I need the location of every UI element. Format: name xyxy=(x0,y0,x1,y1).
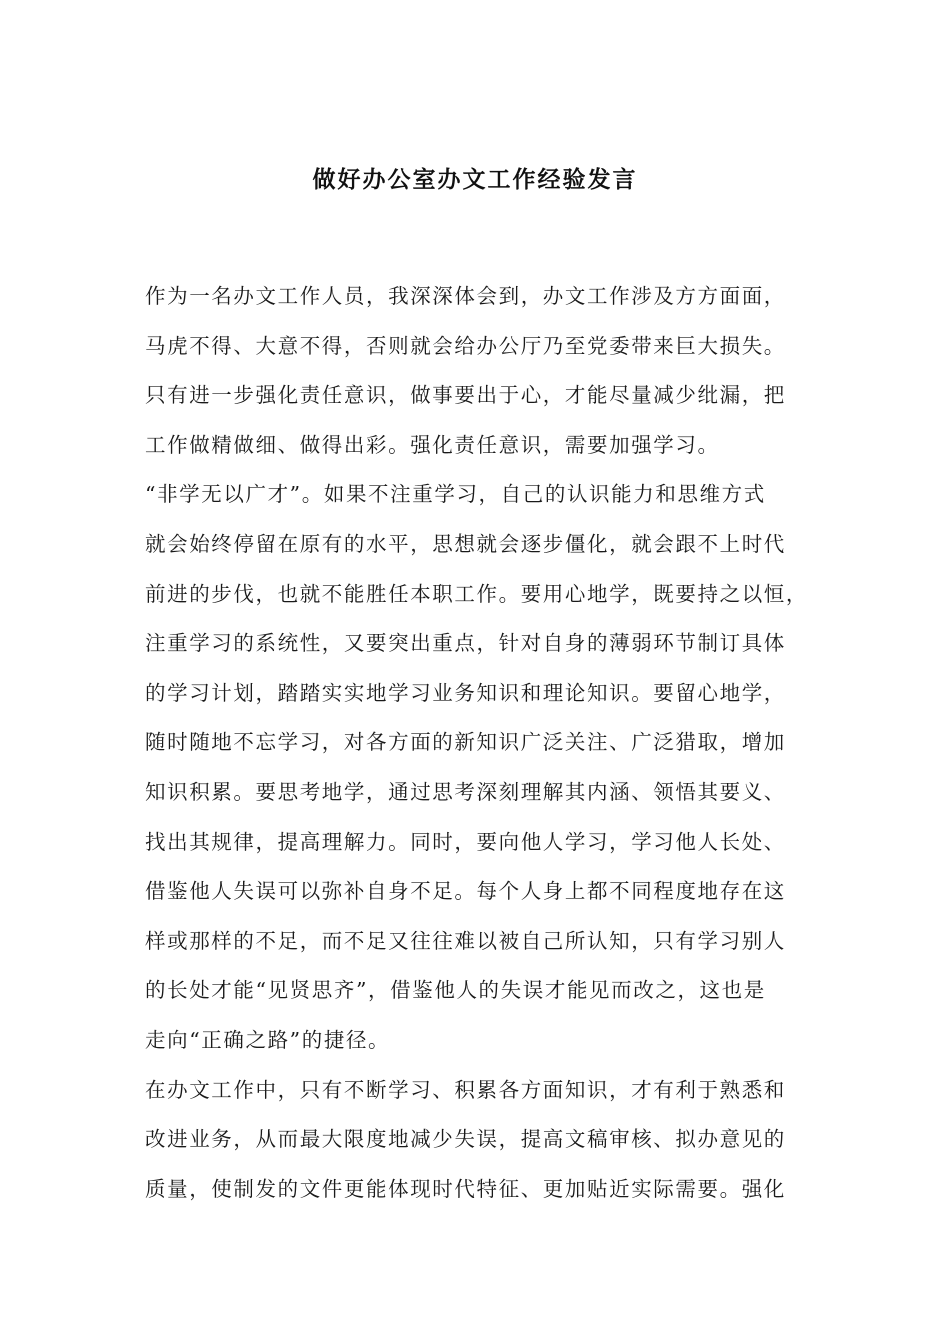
body-line: 的学习计划，踏踏实实地学习业务知识和理论知识。要留心地学， xyxy=(145,680,786,705)
document-title: 做好办公室办文工作经验发言 xyxy=(312,166,638,193)
body-line: 走向“正确之路”的捷径。 xyxy=(145,1027,391,1052)
body-line: 马虎不得、大意不得，否则就会给办公厅乃至党委带来巨大损失。 xyxy=(145,333,786,358)
body-line: 改进业务，从而最大限度地减少失误，提高文稿审核、拟办意见的 xyxy=(145,1127,786,1152)
body-line: 质量，使制发的文件更能体现时代特征、更加贴近实际需要。强化 xyxy=(145,1176,786,1201)
body-line: 的长处才能“见贤思齐”，借鉴他人的失误才能见而改之，这也是 xyxy=(145,978,766,1003)
body-line: 只有进一步强化责任意识，做事要出于心，才能尽量减少纰漏，把 xyxy=(145,383,786,408)
document-body xyxy=(145,278,835,1220)
body-line: “非学无以广才”。如果不注重学习，自己的认识能力和思维方式 xyxy=(145,482,766,507)
body-line: 样或那样的不足，而不足又往往难以被自己所认知，只有学习别人 xyxy=(145,928,786,953)
body-line: 在办文工作中，只有不断学习、积累各方面知识，才有利于熟悉和 xyxy=(145,1077,786,1102)
body-line: 找出其规律，提高理解力。同时，要向他人学习，学习他人长处、 xyxy=(145,829,786,854)
body-line: 借鉴他人失误可以弥补自身不足。每个人身上都不同程度地存在这 xyxy=(145,879,786,904)
body-line: 知识积累。要思考地学，通过思考深刻理解其内涵、领悟其要义、 xyxy=(145,779,786,804)
body-line: 随时随地不忘学习，对各方面的新知识广泛关注、广泛猎取，增加 xyxy=(145,730,786,755)
body-line: 作为一名办文工作人员，我深深体会到，办文工作涉及方方面面， xyxy=(145,284,786,308)
body-line: 注重学习的系统性，又要突出重点，针对自身的薄弱环节制订具体 xyxy=(145,631,786,656)
body-line: 工作做精做细、做得出彩。强化责任意识，需要加强学习。 xyxy=(145,432,720,457)
body-line: 前进的步伐，也就不能胜任本职工作。要用心地学，既要持之以恒， xyxy=(145,581,808,606)
body-line: 就会始终停留在原有的水平，思想就会逐步僵化，就会跟不上时代 xyxy=(145,531,786,556)
